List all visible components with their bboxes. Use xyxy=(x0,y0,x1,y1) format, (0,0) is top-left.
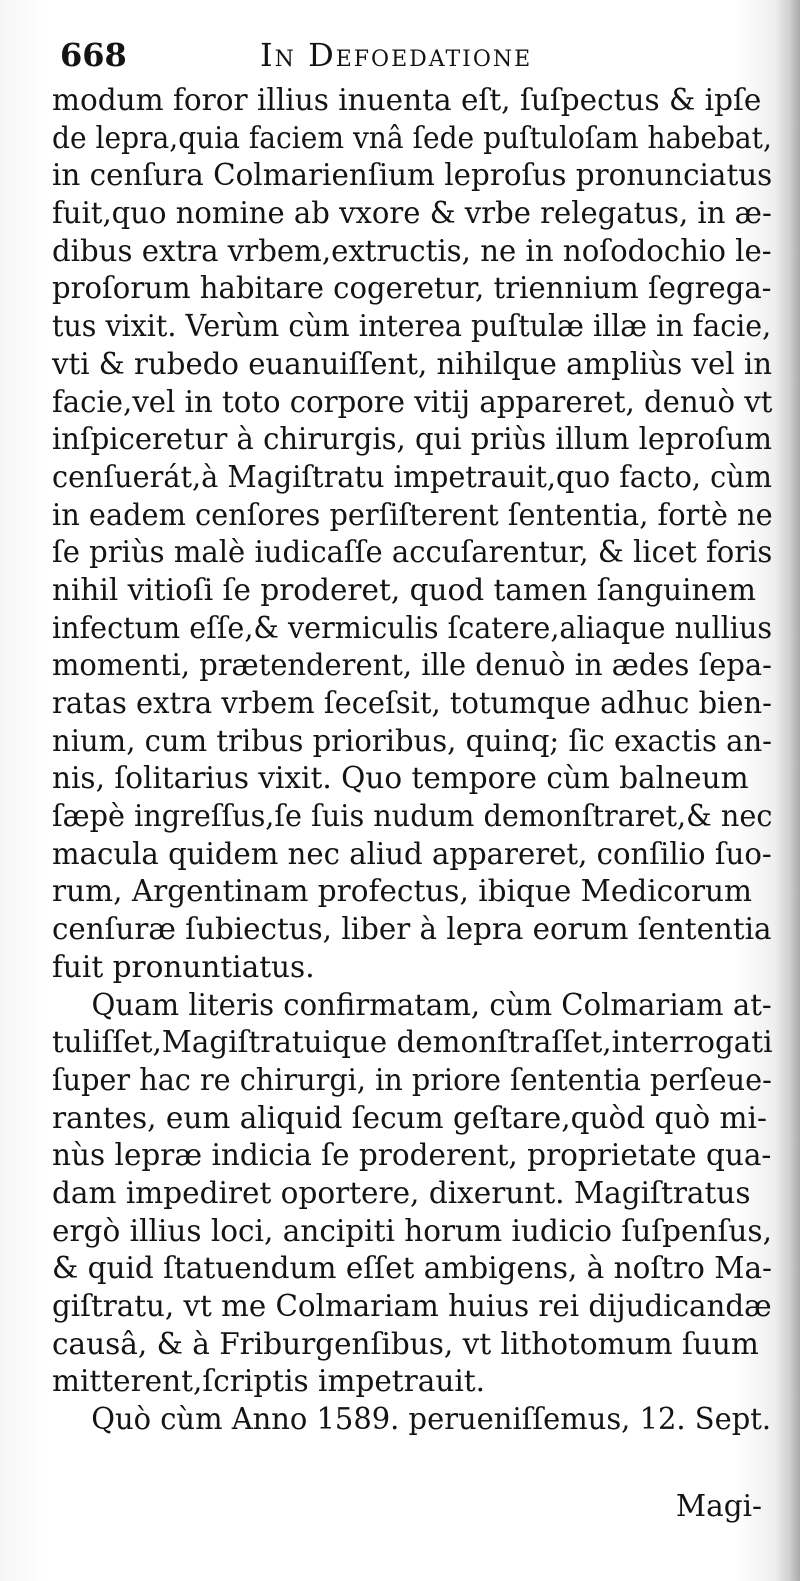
text-line: facie,vel in toto corpore vitij appareret, denuò vt xyxy=(52,384,773,419)
page-header xyxy=(60,32,760,82)
text-line: mitterent,ſcriptis impetrauit. xyxy=(52,1364,485,1399)
text-line: dibus extra vrbem,extructis, ne in noſodochio le- xyxy=(52,233,772,268)
body-text xyxy=(52,82,772,1439)
text-line: infectum eſſe,& vermiculis ſcatere,aliaque nullius xyxy=(52,610,773,645)
text-line: in eadem cenſores perſiſterent ſententia, fortè ne xyxy=(52,497,773,532)
text-line: inſpiceretur à chirurgis, qui priùs illum leproſum xyxy=(52,422,772,457)
text-line: nium, cum tribus prioribus, quinq; ſic exactis an- xyxy=(52,723,772,758)
page-number: 668 xyxy=(60,36,127,74)
text-line: cenſuerát,à Magiſtratu impetrauit,quo facto, cùm xyxy=(52,459,772,494)
text-line: rantes, eum aliquid ſecum geſtare,quòd quò mi- xyxy=(52,1100,767,1135)
running-title: In Defoedatione xyxy=(260,36,533,74)
text-line: modum foror illius inuenta eſt, ſuſpectus & ipſe xyxy=(52,83,762,117)
text-line: ergò illius loci, ancipiti horum iudicio ſuſpenſus, xyxy=(52,1213,772,1248)
text-line: ratas extra vrbem ſeceſsit, totumque adhuc bien- xyxy=(52,686,772,720)
text-line: fuit pronuntiatus. xyxy=(52,949,315,984)
text-line: in cenſura Colmarienſium leproſus pronunciatus xyxy=(52,158,773,193)
text-line: tuliſſet,Magiſtratuique demonſtraſſet,interrogati xyxy=(52,1025,773,1060)
text-line: & quid ſtatuendum eſſet ambigens, à noſtro Ma- xyxy=(52,1251,773,1286)
text-line: tus vixit. Verùm cùm interea puſtulæ illæ in facie, xyxy=(52,309,772,344)
text-line: ſæpè ingreſſus,ſe ſuis nudum demonſtraret,& nec xyxy=(52,799,773,834)
text-line: nùs lepræ indicia ſe proderent, proprietate qua- xyxy=(52,1138,772,1173)
text-line: giſtratu, vt me Colmariam huius rei dijudicandæ xyxy=(52,1289,772,1323)
text-line: ſuper hac re chirurgi, in priore ſententia perſeue- xyxy=(52,1062,772,1097)
text-line: Quam literis confirmatam, cùm Colmariam at- xyxy=(91,987,772,1022)
text-line: de lepra,quia faciem vnâ ſede puſtuloſam habebat, xyxy=(52,120,772,155)
text-line: nihil vitioſi ſe proderet, quod tamen ſanguinem xyxy=(52,572,756,607)
page-gutter-shadow xyxy=(774,0,800,1581)
text-line: vti & rubedo euanuiſſent, nihilque ampliùs vel in xyxy=(52,346,773,381)
text-line: cenſuræ ſubiectus, liber à lepra eorum ſententia xyxy=(52,912,772,947)
text-line: fuit,quo nomine ab vxore & vrbe relegatus, in æ- xyxy=(52,196,772,231)
text-line: macula quidem nec aliud appareret, conſilio ſuo- xyxy=(52,836,772,871)
catchword: Magi- xyxy=(675,1489,762,1523)
text-line: proſorum habitare cogeretur, triennium ſegrega- xyxy=(52,271,772,306)
text-line: rum, Argentinam profectus, ibique Medicorum xyxy=(52,874,753,909)
text-line: dam impediret oportere, dixerunt. Magiſtratus xyxy=(52,1175,751,1210)
text-line: momenti, prætenderent, ille denuò in ædes ſepa- xyxy=(52,648,772,683)
text-line: causâ, & à Friburgenſibus, vt lithotomum ſuum xyxy=(52,1326,759,1361)
text-line: Quò cùm Anno 1589. perueniſſemus, 12. Sept. xyxy=(91,1402,772,1437)
text-line: ſe priùs malè iudicaſſe accuſarentur, & licet foris xyxy=(52,535,773,570)
text-line: nis, ſolitarius vixit. Quo tempore cùm balneum xyxy=(52,761,749,796)
